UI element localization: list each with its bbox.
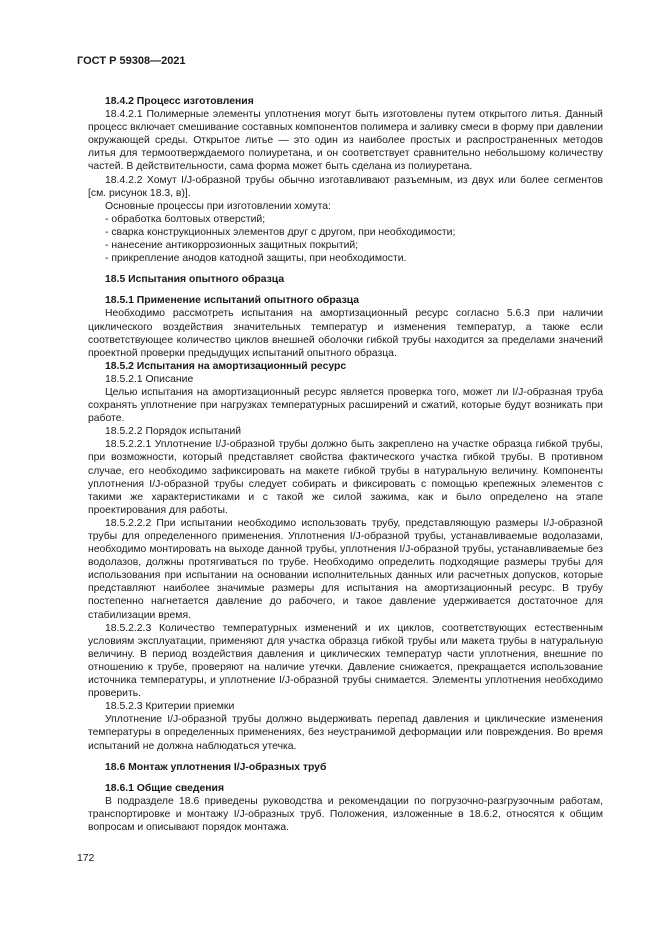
section-heading: 18.6 Монтаж уплотнения I/J-образных труб <box>105 761 327 773</box>
paragraph: 18.5.2.1 Описание <box>105 373 194 385</box>
paragraph: - нанесение антикоррозионных защитных покрытий; <box>105 240 359 252</box>
section-heading: 18.5.2 Испытания на амортизационный ресурс <box>105 360 347 372</box>
document-body <box>88 95 603 834</box>
paragraph: 18.4.2.1 Полимерные элементы уплотнения могут быть изготовлены путем открытого литья. Данный процесс включает смешивание составных компонентов полимера и заливку смеси в форму при давлении окружающей среды. Открытое литье — это один из наиболее простых и распространенных методов литья для термоотверждаемого полиуретана, и он соответствует сравнительно небольшому количеству частей. В действительности, сама форма может быть сделана из полиуретана. <box>88 109 603 173</box>
section-heading: 18.4.2 Процесс изготовления <box>105 96 254 107</box>
paragraph: 18.5.2.2.2 При испытании необходимо использовать трубу, представляющую размеры I/J-образной трубы для определенного применения. Уплотнения I/J-образной трубы, устанавливаемые водолазами, необходимо монтировать на выходе данной трубы, уплотнения I/J-образной трубы, устанавливаемые без водолазов, должны протягиваться по трубе. Необходимо определить подходящие размеры трубы для использования при испытании на основании исполнительных данных или расчетных допусков, которые представляют наиболее значимые размеры для испытания на амортизационный ресурс. В трубу постепенно нагнетается давление до рабочего, и такое давление удерживается достаточное для стабилизации время. <box>88 517 603 621</box>
paragraph: 18.4.2.2 Хомут I/J-образной трубы обычно изготавливают разъемным, из двух или более сегментов [см. рисунок 18.3, в)]. <box>88 174 603 199</box>
paragraph: 18.5.2.2.3 Количество температурных изменений и их циклов, соответствующих естественным условиям эксплуатации, применяют для участка образца гибкой трубы или макета трубы в натуральную величину. В период воздействия давления и циклических температур части уплотнения, внешние по отношению к трубе, проверяют на наличие утечки. Давление снижается, прекращается использование источника температуры, и уплотнение I/J-образной трубы снимается. Элементы уплотнения необходимо проверить. <box>88 622 603 700</box>
paragraph: Необходимо рассмотреть испытания на амортизационный ресурс согласно 5.6.3 при наличии циклического воздействия значительных температур и изменения температур, а также если соответствующее количество циклов внешней оболочки гибкой трубы находится за пределами значений проектной проверки предыдущих испытаний опытного образца. <box>88 308 603 359</box>
section-heading: 18.6.1 Общие сведения <box>105 782 225 794</box>
paragraph: 18.5.2.3 Критерии приемки <box>105 701 235 713</box>
paragraph: - сварка конструкционных элементов друг с другом, при необходимости; <box>105 226 456 238</box>
paragraph: 18.5.2.2 Порядок испытаний <box>105 426 242 438</box>
page-number: 172 <box>77 853 95 864</box>
paragraph: Целью испытания на амортизационный ресурс является проверка того, может ли I/J-образная труба сохранять уплотнение при нагрузках температурных расширений и сжатий, которые будут возникать при работе. <box>88 386 603 425</box>
document-header: ГОСТ Р 59308—2021 <box>77 55 186 67</box>
paragraph: 18.5.2.2.1 Уплотнение I/J-образной трубы должно быть закреплено на участке образца гибкой трубы, при возможности, который представляет свойства фактического участка гибкой трубы. В противном случае, его необходимо зафиксировать на макете гибкой трубы в натуральную величину. Компоненты уплотнения I/J-образной трубы следует собирать и фиксировать с помощью крепежных элементов с такими же характеристиками и с такой же силой зажима, как и было определено на этапе проектирования для работы. <box>88 439 603 516</box>
paragraph: В подразделе 18.6 приведены руководства и рекомендации по погрузочно-разгрузочным работам, транспортировке и монтажу I/J-образных труб. Положения, изложенные в 18.6.2, относятся к общим вопросам и описывают порядок монтажа. <box>88 795 603 833</box>
paragraph: Основные процессы при изготовлении хомута: <box>105 200 331 212</box>
section-heading: 18.5.1 Применение испытаний опытного образца <box>105 295 360 307</box>
paragraph: Уплотнение I/J-образной трубы должно выдерживать перепад давления и циклические изменения температуры в определенных применениях, без неустранимой деформации или повреждения. Во время испытаний не должна наблюдаться утечка. <box>88 714 603 752</box>
paragraph: - обработка болтовых отверстий; <box>105 213 266 225</box>
paragraph: - прикрепление анодов катодной защиты, при необходимости. <box>105 253 407 265</box>
section-heading: 18.5 Испытания опытного образца <box>105 274 285 286</box>
